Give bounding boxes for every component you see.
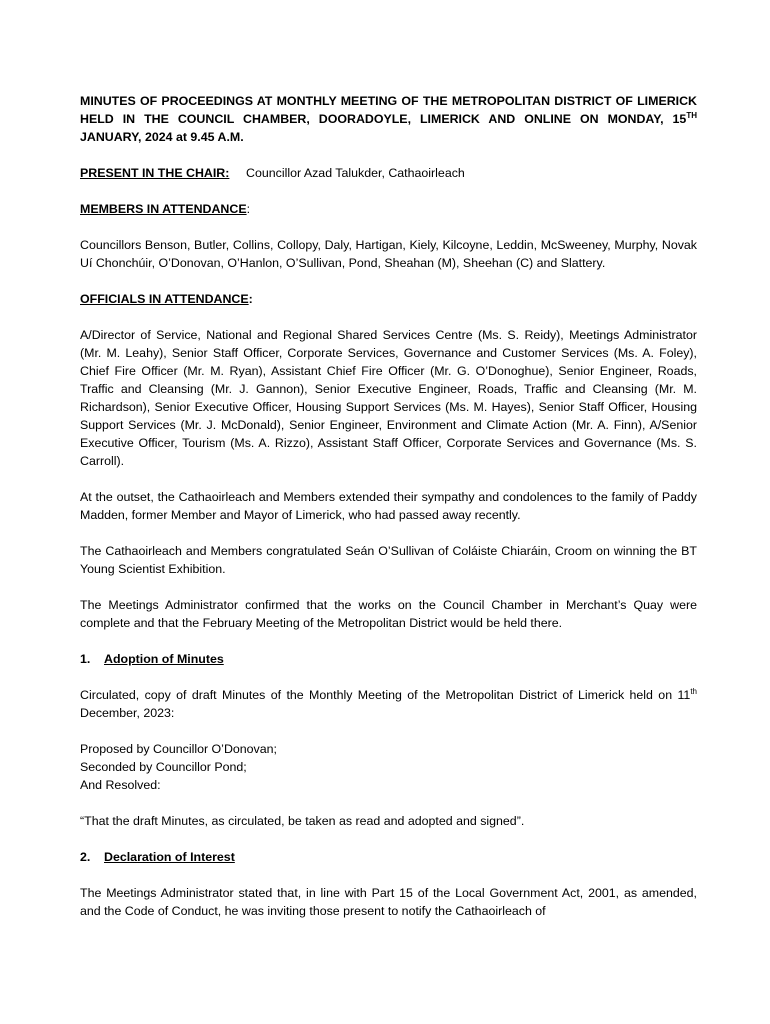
members-heading: MEMBERS IN ATTENDANCE xyxy=(80,202,247,216)
item2-number: 2. xyxy=(80,850,91,864)
item1-resolution: “That the draft Minutes, as circulated, be taken as read and adopted and signed”. xyxy=(80,814,525,828)
congratulations-paragraph: The Cathaoirleach and Members congratulated Seán O’Sullivan of Coláiste Chiaráin, Croom on winning the BT Young Scientist Exhibition. xyxy=(80,544,697,576)
officials-list: A/Director of Service, National and Regional Shared Services Centre (Ms. S. Reidy), Meetings Administrator (Mr. M. Leahy), Senior Staff Officer, Corporate Services, Governance and Customer Services (Ms. A. Foley), Chief Fire Officer (Mr. M. Ryan), Assistant Chief Fire Officer (Mr. G. O’Donoghue), Senior Engineer, Roads, Traffic and Cleansing (Mr. J. Gannon), Senior Executive Engineer, Roads, Traffic and Cleansing (Mr. M. Richardson), Senior Executive Officer, Housing Support Services (Ms. M. Hayes), Senior Staff Officer, Housing Support Services (Mr. J. McDonald), Senior Engineer, Environment and Climate Action (Mr. A. Finn), A/Senior Executive Officer, Tourism (Ms. A. Rizzo), Assistant Staff Officer, Corporate Services and Governance (Ms. S. Carroll). xyxy=(80,328,697,468)
item1-circulated-superscript: th xyxy=(690,686,697,696)
title-superscript: TH xyxy=(686,110,697,120)
item1-number: 1. xyxy=(80,652,91,666)
chair-value: Councillor Azad Talukder, Cathaoirleach xyxy=(246,166,465,180)
item2-heading: Declaration of Interest xyxy=(104,850,235,864)
officials-heading-colon: : xyxy=(248,292,253,306)
item1-proposed: Proposed by Councillor O’Donovan; xyxy=(80,742,277,756)
officials-heading-line xyxy=(80,290,697,308)
item1-heading: Adoption of Minutes xyxy=(104,652,224,666)
title-text: MINUTES OF PROCEEDINGS AT MONTHLY MEETING OF THE METROPOLITAN DISTRICT OF LIMERICK HELD IN THE COUNCIL CHAMBER, DOORADOYLE, LIMERICK AND ONLINE ON MONDAY, 15 xyxy=(80,94,697,126)
members-heading-colon: : xyxy=(246,202,251,216)
document-title xyxy=(80,92,697,146)
chamber-paragraph: The Meetings Administrator confirmed that the works on the Council Chamber in Merchant’s Quay were complete and that the February Meeting of the Metropolitan District would be held there. xyxy=(80,598,697,630)
item1-seconded: Seconded by Councillor Pond; xyxy=(80,760,247,774)
item2-heading-line xyxy=(80,848,697,866)
chair-line xyxy=(80,164,697,182)
item1-circulated-text: Circulated, copy of draft Minutes of the Monthly Meeting of the Metropolitan District of Limerick held on 11 xyxy=(80,688,691,702)
members-list: Councillors Benson, Butler, Collins, Collopy, Daly, Hartigan, Kiely, Kilcoyne, Leddin, McSweeney, Murphy, Novak Uí Chonchúir, O’Donovan, O’Hanlon, O’Sullivan, Pond, Sheahan (M), Sheehan (C) and Slattery. xyxy=(80,238,697,270)
sympathy-paragraph: At the outset, the Cathaoirleach and Members extended their sympathy and condolences to the family of Paddy Madden, former Member and Mayor of Limerick, who had passed away recently. xyxy=(80,490,697,522)
item1-heading-line xyxy=(80,650,697,668)
item1-circulated-date: December, 2023: xyxy=(80,706,175,720)
members-heading-line xyxy=(80,200,697,218)
title-date: JANUARY, 2024 at 9.45 A.M. xyxy=(80,130,244,144)
officials-heading: OFFICIALS IN ATTENDANCE xyxy=(80,292,249,306)
item2-text: The Meetings Administrator stated that, in line with Part 15 of the Local Government Act, 2001, as amended, and the Code of Conduct, he was inviting those present to notify the Cathaoirleach of xyxy=(80,886,697,918)
minutes-page xyxy=(80,92,697,920)
item1-resolved: And Resolved: xyxy=(80,778,161,792)
chair-label: PRESENT IN THE CHAIR: xyxy=(80,166,230,180)
item1-circulated xyxy=(80,686,697,722)
